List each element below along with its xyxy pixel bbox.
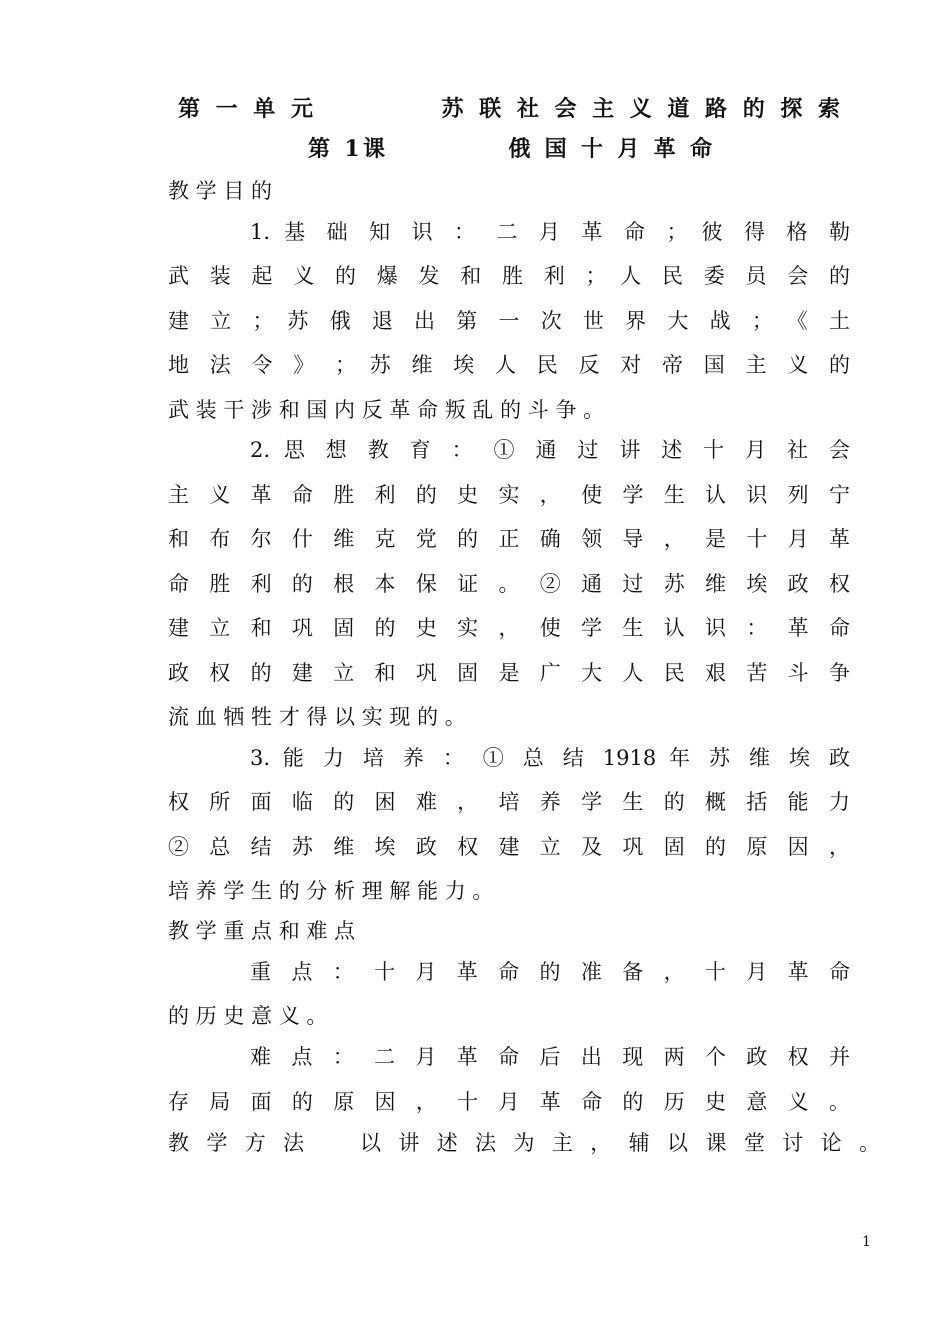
text-line: 权 所 面 临 的 困 难 ， 培 养 学 生 的 概 括 能 力: [168, 790, 850, 814]
text-line: 命 胜 利 的 根 本 保 证 。 ② 通 过 苏 维 埃 政 权: [168, 572, 850, 596]
text-line: 地 法 令 》 ； 苏 维 埃 人 民 反 对 帝 国 主 义 的: [168, 353, 850, 377]
text-line: 建 立 和 巩 固 的 史 实 ， 使 学 生 认 识 ： 革 命: [168, 616, 850, 640]
section-heading-objectives: 教 学 目 的: [168, 179, 273, 203]
text-line: 存 局 面 的 原 因 ， 十 月 革 命 的 历 史 意 义 。: [168, 1090, 850, 1114]
lesson-title: 第 1课 俄 国 十 月 革 命: [308, 136, 712, 162]
text-line: 难 点 ： 二 月 革 命 后 出 现 两 个 政 权 并: [250, 1045, 850, 1069]
text-line: 重 点 ： 十 月 革 命 的 准 备 ， 十 月 革 命: [250, 960, 850, 984]
text-line: 3. 能 力 培 养 ： ① 总 结 1918 年 苏 维 埃 政: [250, 746, 850, 770]
text-line: 1. 基 础 知 识 ： 二 月 革 命 ； 彼 得 格 勒: [250, 220, 850, 244]
section-heading-method: 教 学 方 法 以 讲 述 法 为 主 ， 辅 以 课 堂 讨 论 。: [168, 1131, 880, 1155]
text-line: 主 义 革 命 胜 利 的 史 实 ， 使 学 生 认 识 列 宁: [168, 483, 850, 507]
section-heading-focus: 教 学 重 点 和 难 点: [168, 919, 356, 943]
text-line: 和 布 尔 什 维 克 党 的 正 确 领 导 ， 是 十 月 革: [168, 527, 850, 551]
text-line: 2. 思 想 教 育 ： ① 通 过 讲 述 十 月 社 会: [250, 438, 850, 462]
text-line: 流 血 牺 牲 才 得 以 实 现 的 。: [168, 705, 466, 729]
unit-title: 第 一 单 元 苏 联 社 会 主 义 道 路 的 探 索: [178, 96, 840, 122]
text-line: 武 装 干 涉 和 国 内 反 革 命 叛 乱 的 斗 争 。: [168, 398, 605, 422]
text-line: 的 历 史 意 义 。: [168, 1004, 328, 1028]
text-line: 武 装 起 义 的 爆 发 和 胜 利 ； 人 民 委 员 会 的: [168, 264, 850, 288]
text-line: ② 总 结 苏 维 埃 政 权 建 立 及 巩 固 的 原 因 ，: [168, 835, 850, 859]
text-line: 建 立 ； 苏 俄 退 出 第 一 次 世 界 大 战 ； 《 土: [168, 309, 850, 333]
text-line: 培 养 学 生 的 分 析 理 解 能 力 。: [168, 879, 494, 903]
page-number: 1: [862, 1234, 871, 1250]
text-line: 政 权 的 建 立 和 巩 固 是 广 大 人 民 艰 苦 斗 争: [168, 661, 850, 685]
